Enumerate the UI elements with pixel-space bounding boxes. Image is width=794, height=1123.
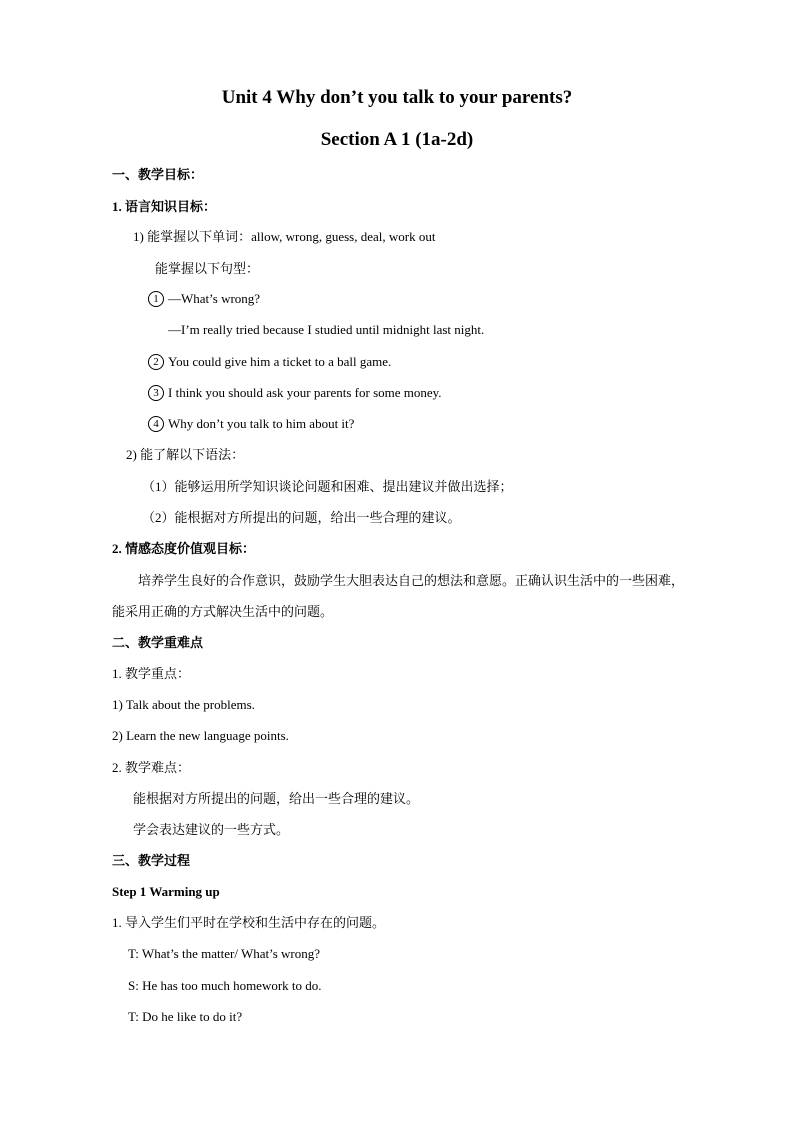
key-point-item: 1) Talk about the problems. xyxy=(112,697,255,712)
document-subtitle: Section A 1 (1a-2d) xyxy=(320,129,474,150)
step-item: 1. 导入学生们平时在学校和生活中存在的问题。 xyxy=(112,915,386,930)
subheading-key-points: 1. 教学重点： xyxy=(112,666,191,681)
objective-grammar: 2) 能了解以下语法： xyxy=(126,447,245,462)
sentence-text: —I’m really tried because I studied until midnight last night. xyxy=(168,322,485,337)
document-title: Unit 4 Why don’t you talk to your parents? xyxy=(221,87,573,108)
sentence-pattern-item xyxy=(148,384,442,402)
sentence-pattern-item xyxy=(148,290,260,308)
sentence-text: You could give him a ticket to a ball game. xyxy=(168,354,392,369)
dialogue-line: T: Do he like to do it? xyxy=(128,1009,243,1024)
circled-number: 1 xyxy=(148,291,164,307)
objective-sentence-patterns: 能掌握以下句型： xyxy=(155,261,260,276)
sentence-text: I think you should ask your parents for some money. xyxy=(168,385,442,400)
circled-number: 2 xyxy=(148,354,164,370)
sentence-text: Why don’t you talk to him about it? xyxy=(168,416,355,431)
sentence-pattern-item xyxy=(148,415,354,433)
dialogue-line: S: He has too much homework to do. xyxy=(128,978,322,993)
step-heading: Step 1 Warming up xyxy=(112,884,220,899)
objective-vocabulary: 1) 能掌握以下单词：allow, wrong, guess, deal, work out xyxy=(133,229,436,244)
grammar-item: （2）能根据对方所提出的问题，给出一些合理的建议。 xyxy=(142,510,461,525)
difficulty-item: 学会表达建议的一些方式。 xyxy=(133,822,290,837)
circled-number: 4 xyxy=(148,416,164,432)
section-heading-key-points: 二、教学重难点 xyxy=(112,635,204,650)
sentence-text: —What’s wrong? xyxy=(168,291,261,306)
section-heading-objectives: 一、教学目标： xyxy=(112,167,204,182)
key-point-item: 2) Learn the new language points. xyxy=(112,728,289,743)
emotional-attitude-paragraph: 培养学生良好的合作意识，鼓励学生大胆表达自己的想法和意愿。正确认识生活中的一些困难，能采用正确的方式解决生活中的问题。 xyxy=(112,573,685,619)
sentence-pattern-item xyxy=(148,353,391,371)
subheading-language-knowledge: 1. 语言知识目标： xyxy=(112,199,217,214)
subheading-difficulties: 2. 教学难点： xyxy=(112,760,191,775)
subheading-emotional-attitude: 2. 情感态度价值观目标： xyxy=(112,541,256,556)
dialogue-line: T: What’s the matter/ What’s wrong? xyxy=(128,946,321,961)
section-heading-process: 三、教学过程 xyxy=(112,853,191,868)
grammar-item: （1）能够运用所学知识谈论问题和困难、提出建议并做出选择； xyxy=(142,479,513,494)
circled-number: 3 xyxy=(148,385,164,401)
difficulty-item: 能根据对方所提出的问题，给出一些合理的建议。 xyxy=(133,791,420,806)
sentence-pattern-item xyxy=(168,321,484,339)
